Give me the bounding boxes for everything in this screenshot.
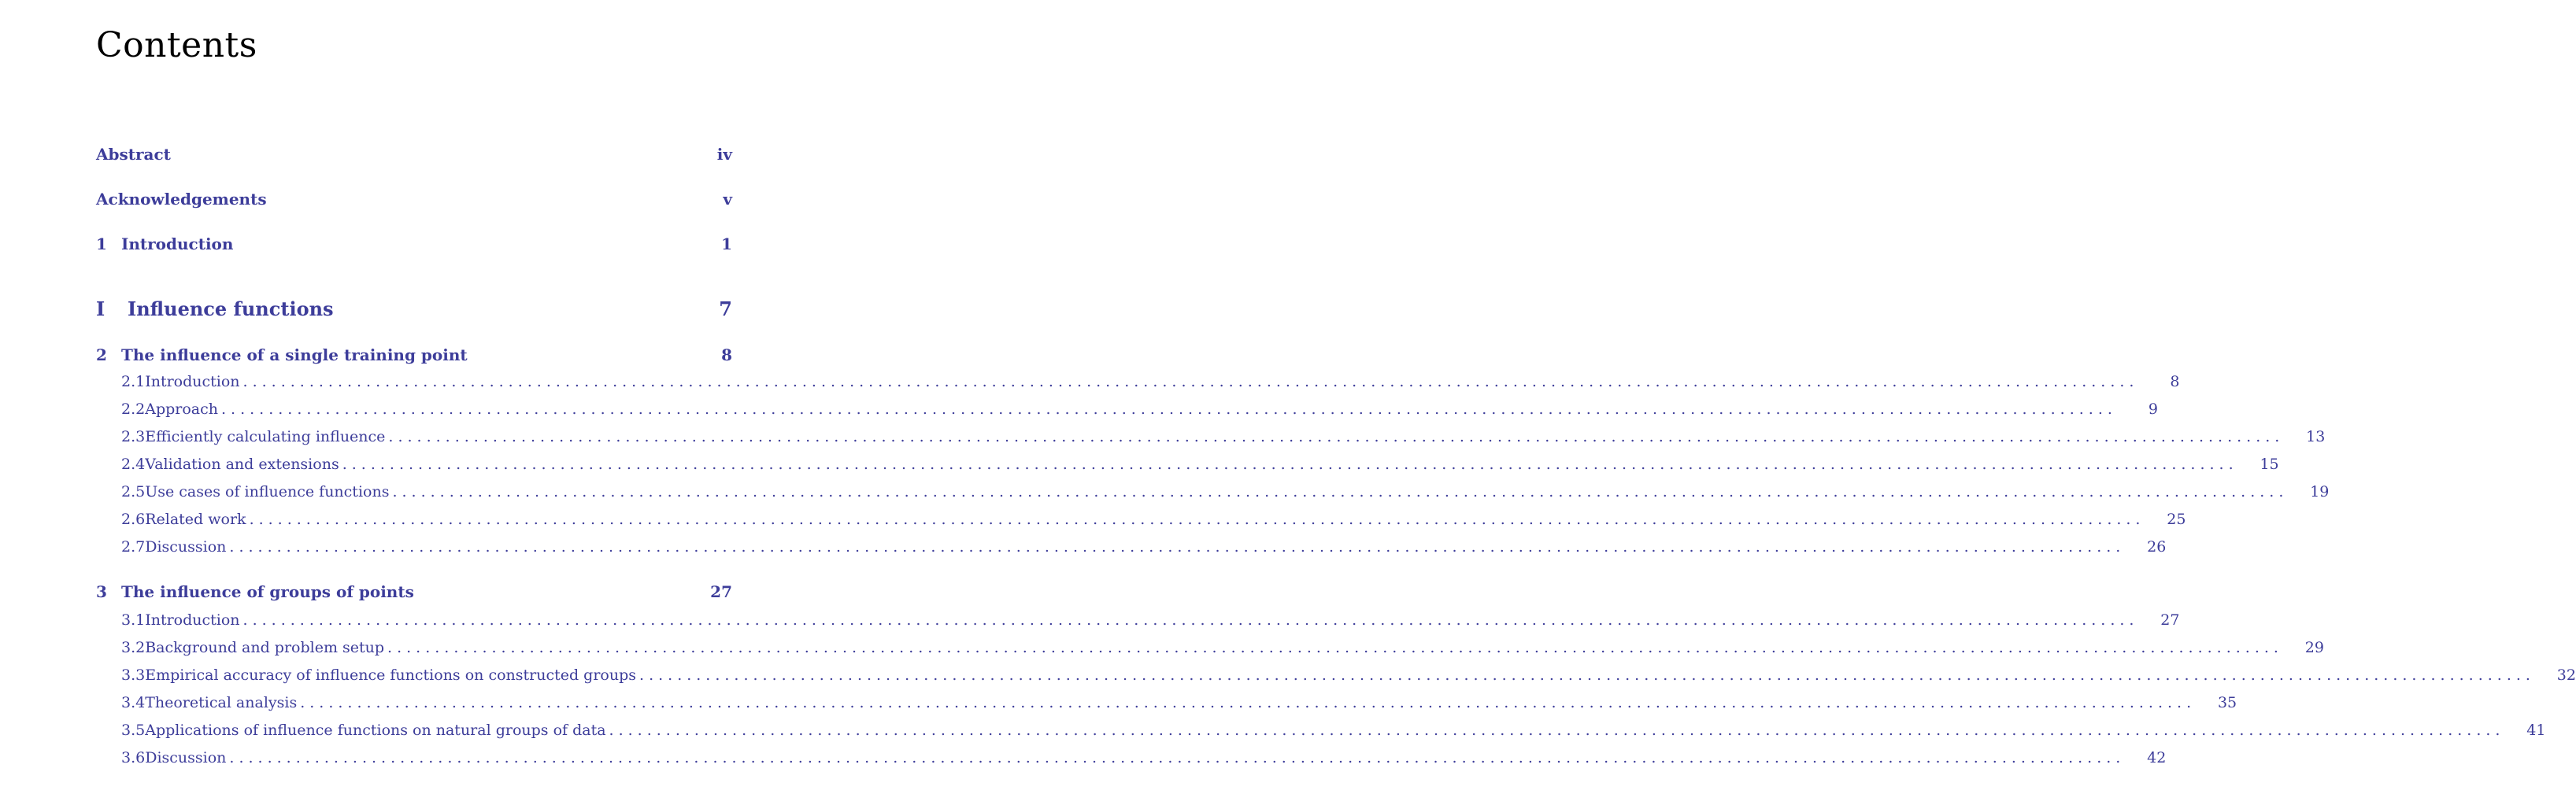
dot-leader: ........................................................................................................................................................................................................ <box>229 538 2126 556</box>
entry-title: Acknowledgements <box>96 190 267 209</box>
entry-page: 19 <box>2310 483 2330 500</box>
toc-entry-section-2-4[interactable] <box>121 456 2279 479</box>
toc-entry-section-2-6[interactable] <box>121 511 2186 534</box>
entry-title: Approach <box>145 401 218 418</box>
toc-entry-chapter-3[interactable] <box>96 582 732 606</box>
toc-entry-section-2-3[interactable] <box>121 428 2326 452</box>
entry-title: Influence functions <box>128 297 334 320</box>
entry-number: 3.2 <box>121 639 146 656</box>
dot-leader: ........................................................................................................................................................................................................ <box>300 694 2197 711</box>
toc-entry-section-2-7[interactable] <box>121 538 2167 562</box>
entry-page: 8 <box>2170 373 2180 390</box>
entry-page: 13 <box>2306 428 2326 445</box>
entry-page: v <box>723 190 732 209</box>
entry-page: 35 <box>2217 694 2237 711</box>
toc-entry-section-2-2[interactable] <box>121 401 2158 424</box>
dot-leader: ........................................................................................................................................................................................................ <box>242 373 2139 390</box>
dot-leader: ........................................................................................................................................................................................................ <box>229 749 2126 766</box>
toc-entry-section-3-3[interactable] <box>121 667 2576 690</box>
entry-title: Theoretical analysis <box>145 694 298 711</box>
entry-number: 2.7 <box>121 538 146 556</box>
dot-leader: ........................................................................................................................................................................................................ <box>342 456 2238 473</box>
entry-page: 41 <box>2526 722 2546 739</box>
entry-title: Related work <box>145 511 246 528</box>
entry-page: 27 <box>2160 611 2180 629</box>
entry-number: 2.4 <box>121 456 146 473</box>
entry-title: Use cases of influence functions <box>145 483 390 500</box>
toc-entry-section-2-1[interactable] <box>121 373 2180 397</box>
entry-number: 3.4 <box>121 694 146 711</box>
toc-entry-acknowledgements[interactable] <box>96 190 732 213</box>
entry-title: Introduction <box>121 234 234 253</box>
entry-number: 3.6 <box>121 749 146 766</box>
entry-number: 2.3 <box>121 428 146 445</box>
toc-entry-section-3-6[interactable] <box>121 749 2167 773</box>
toc-entry-chapter-1[interactable] <box>96 234 732 258</box>
entry-page: 26 <box>2147 538 2167 556</box>
dot-leader: ........................................................................................................................................................................................................ <box>221 401 2117 418</box>
entry-page: 1 <box>721 234 732 253</box>
toc-entry-section-3-5[interactable] <box>121 722 2546 745</box>
entry-number: 3.5 <box>121 722 146 739</box>
toc-entry-section-3-2[interactable] <box>121 639 2324 663</box>
toc-entry-section-3-1[interactable] <box>121 611 2180 635</box>
entry-title: Background and problem setup <box>145 639 385 656</box>
dot-leader: ........................................................................................................................................................................................................ <box>639 667 2535 684</box>
dot-leader: ........................................................................................................................................................................................................ <box>242 611 2139 629</box>
entry-title: Applications of influence functions on natural groups of data <box>145 722 606 739</box>
entry-number: 2.5 <box>121 483 146 500</box>
entry-title: Efficiently calculating influence <box>145 428 386 445</box>
dot-leader: ........................................................................................................................................................................................................ <box>609 722 2505 739</box>
entry-number: 3.1 <box>121 611 146 629</box>
entry-number: 2.1 <box>121 373 146 390</box>
toc-entry-section-2-5[interactable] <box>121 483 2330 507</box>
entry-page: 29 <box>2304 639 2324 656</box>
toc-entry-chapter-2[interactable] <box>96 345 732 369</box>
dot-leader: ........................................................................................................................................................................................................ <box>388 428 2285 445</box>
entry-title: Discussion <box>145 749 227 766</box>
entry-title: Empirical accuracy of influence functions on constructed groups <box>145 667 637 684</box>
entry-page: 42 <box>2147 749 2167 766</box>
entry-page: 27 <box>710 582 732 601</box>
dot-leader: ........................................................................................................................................................................................................ <box>249 511 2145 528</box>
entry-page: 9 <box>2148 401 2158 418</box>
toc-entry-abstract[interactable] <box>96 145 732 168</box>
entry-page: 25 <box>2167 511 2186 528</box>
entry-number: I <box>96 297 105 320</box>
entry-title: Introduction <box>145 611 240 629</box>
entry-page: 15 <box>2260 456 2279 473</box>
entry-title: Discussion <box>145 538 227 556</box>
dot-leader: ........................................................................................................................................................................................................ <box>387 639 2283 656</box>
dot-leader: ........................................................................................................................................................................................................ <box>392 483 2289 500</box>
entry-title: Abstract <box>96 145 171 164</box>
entry-page: 32 <box>2556 667 2576 684</box>
entry-title: Introduction <box>145 373 240 390</box>
entry-number: 2 <box>96 345 107 364</box>
entry-number: 3 <box>96 582 107 601</box>
toc-entry-part-1[interactable] <box>96 297 732 321</box>
entry-number: 1 <box>96 234 107 253</box>
entry-title: Validation and extensions <box>145 456 339 473</box>
page-title: Contents <box>96 25 257 65</box>
entry-page: 7 <box>719 297 732 320</box>
entry-number: 3.3 <box>121 667 146 684</box>
entry-number: 2.2 <box>121 401 146 418</box>
entry-title: The influence of groups of points <box>121 582 414 601</box>
entry-number: 2.6 <box>121 511 146 528</box>
toc-entry-section-3-4[interactable] <box>121 694 2237 718</box>
entry-title: The influence of a single training point <box>121 345 468 364</box>
entry-page: iv <box>716 145 732 164</box>
entry-page: 8 <box>721 345 732 364</box>
